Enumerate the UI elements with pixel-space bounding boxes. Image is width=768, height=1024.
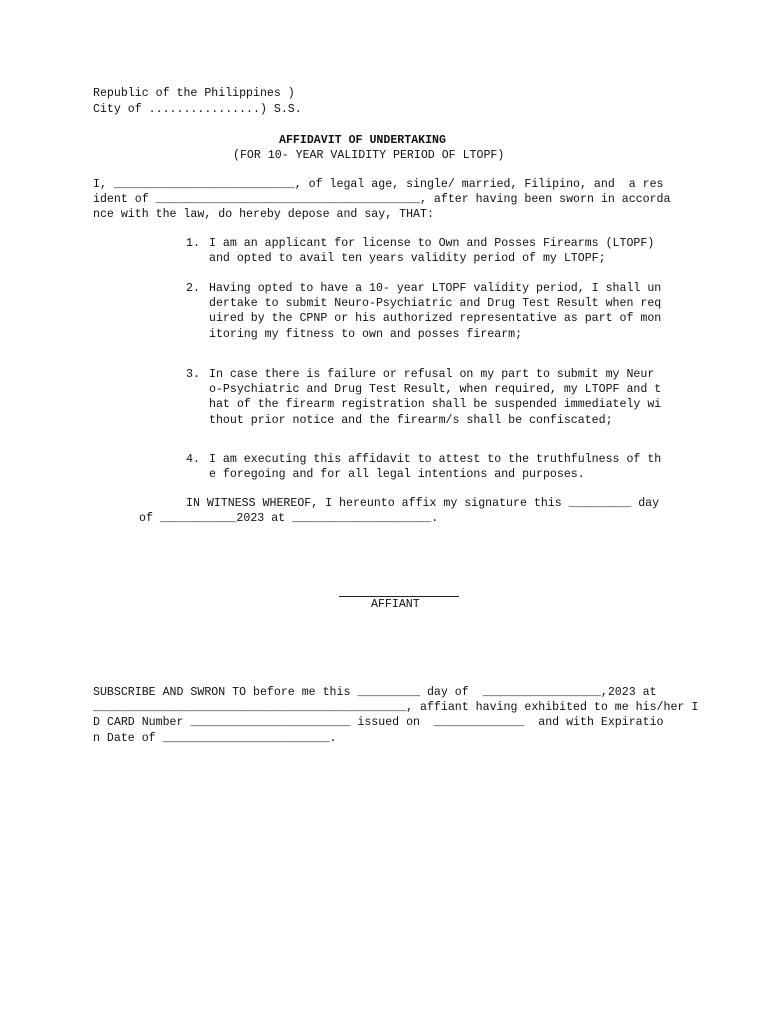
- subscribe-line: _____________________________________________, affiant having exhibited to me his/her I: [93, 701, 699, 715]
- item-number: 2.: [186, 282, 200, 295]
- item-3-text: [209, 367, 661, 428]
- intro-line: ident of ______________________________________, after having been sworn in accorda: [93, 193, 671, 207]
- item-line: and opted to avail ten years validity period of my LTOPF;: [209, 252, 606, 266]
- affiant-label: AFFIANT: [371, 598, 420, 611]
- witness-line: IN WITNESS WHEREOF, I hereunto affix my signature this _________ day: [186, 497, 660, 510]
- item-number: 3.: [186, 368, 200, 381]
- item-line: In case there is failure or refusal on my part to submit my Neur: [209, 368, 655, 381]
- item-number: 1.: [186, 237, 200, 250]
- item-line: o-Psychiatric and Drug Test Result, when required, my LTOPF and t: [209, 383, 662, 397]
- item-line: uired by the CPNP or his authorized representative as part of mon: [209, 312, 662, 326]
- item-line: thout prior notice and the firearm/s shall be confiscated;: [209, 413, 613, 427]
- intro-line: I, __________________________, of legal age, single/ married, Filipino, and a res: [93, 178, 664, 191]
- item-line: hat of the firearm registration shall be suspended immediately wi: [209, 398, 662, 412]
- document-subtitle: (FOR 10- YEAR VALIDITY PERIOD OF LTOPF): [233, 149, 505, 162]
- item-line: e foregoing and for all legal intentions and purposes.: [209, 468, 585, 482]
- item-line: dertake to submit Neuro-Psychiatric and Drug Test Result when req: [209, 297, 662, 311]
- item-line: Having opted to have a 10- year LTOPF validity period, I shall un: [209, 282, 662, 295]
- subscribe-line: D CARD Number _______________________ issued on _____________ and with Expiratio: [93, 716, 664, 730]
- item-line: I am executing this affidavit to attest to the truthfulness of th: [209, 453, 662, 466]
- header-republic: Republic of the Philippines ): [93, 87, 295, 100]
- document-title: AFFIDAVIT OF UNDERTAKING: [279, 134, 446, 147]
- subscribe-line: n Date of ________________________.: [93, 731, 337, 745]
- item-2-text: [209, 281, 661, 342]
- intro-line: nce with the law, do hereby depose and say, THAT:: [93, 208, 434, 222]
- witness-line: of ___________2023 at ____________________.: [139, 512, 439, 525]
- item-line: itoring my fitness to own and posses firearm;: [209, 327, 523, 341]
- item-number: 4.: [186, 453, 200, 466]
- item-4-text: [209, 452, 661, 482]
- subscribe-line: SUBSCRIBE AND SWRON TO before me this _________ day of _________________,2023 at: [93, 686, 657, 699]
- header-city: City of ................) S.S.: [93, 103, 302, 116]
- subscribe-paragraph: [93, 685, 698, 746]
- item-line: I am an applicant for license to Own and Posses Firearms (LTOPF): [209, 237, 655, 250]
- item-1-text: [209, 236, 654, 266]
- intro-paragraph: [93, 177, 670, 223]
